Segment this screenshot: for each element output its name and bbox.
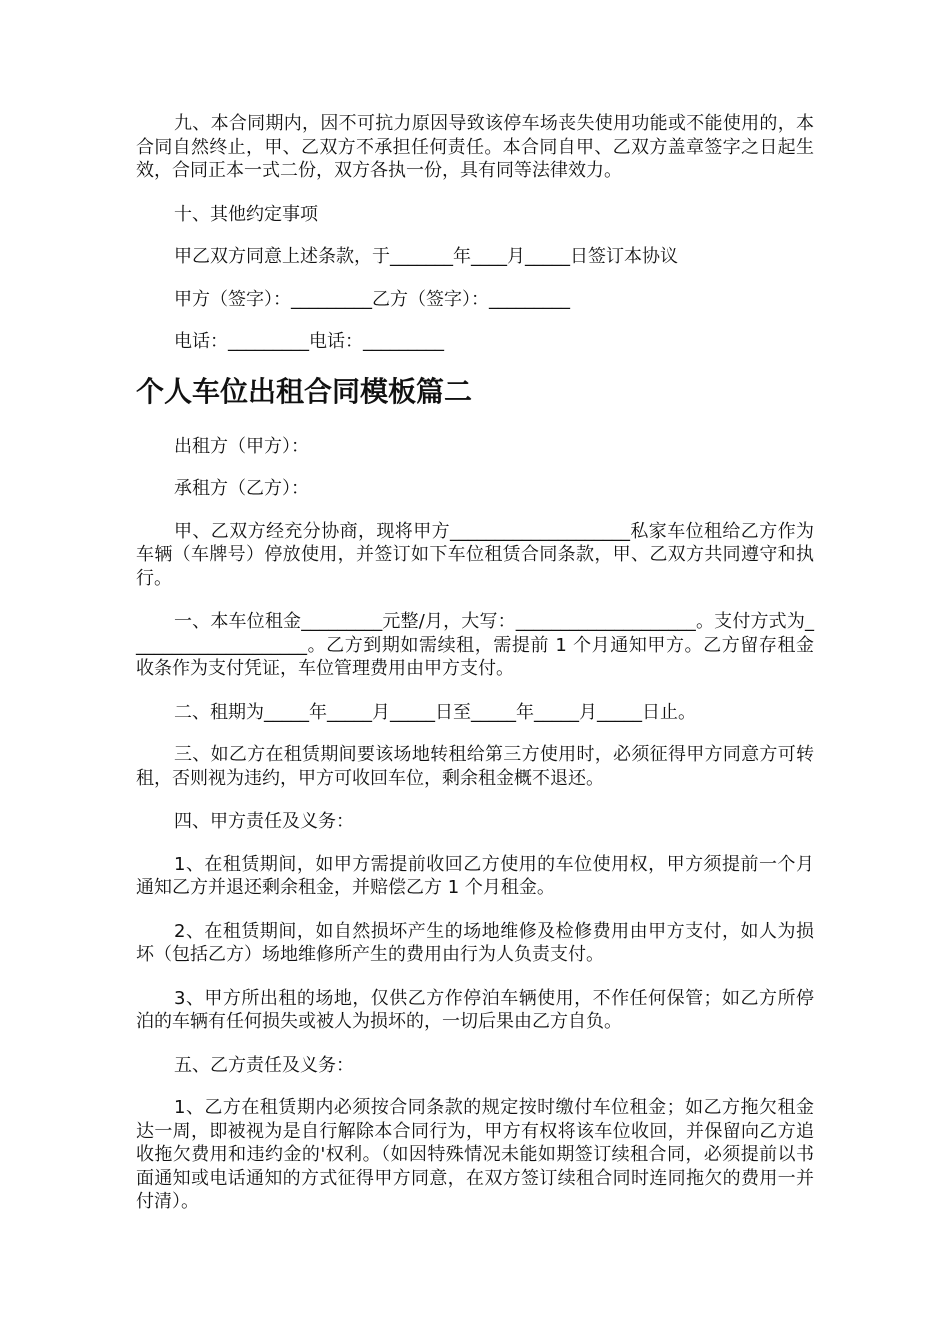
- clause-four-item-2: 2、在租赁期间，如自然损坏产生的场地维修及检修费用由甲方支付，如人为损坏（包括乙方）场地维修所产生的费用由行为人负责支付。: [136, 920, 814, 965]
- section-title: 个人车位出租合同模板篇二: [136, 374, 473, 408]
- preamble-paragraph: 甲、乙双方经充分协商，现将甲方____________________私家车位租给乙方作为车辆（车牌号）停放使用，并签订如下车位租赁合同条款，甲、乙双方共同遵守和执行。: [136, 520, 814, 589]
- lessor-line: 出租方（甲方）：: [174, 435, 309, 457]
- signing-date-line: 甲乙双方同意上述条款，于_______年____月_____日签订本协议: [174, 246, 678, 267]
- clause-nine: 九、本合同期内，因不可抗力原因导致该停车场丧失使用功能或不能使用的，本合同自然终止，甲、乙双方不承担任何责任。本合同自甲、乙双方盖章签字之日起生效，合同正本一式二份，双方各执一份，具有同等法律效力。: [136, 113, 814, 181]
- clause-four-heading: 四、甲方责任及义务：: [174, 811, 354, 832]
- clause-one-rent: 一、本车位租金_________元整/月，大写：____________________。支付方式为____________________。乙方到期如需续租，需提前 1 个月通知甲方。乙方留存租金收条作为支付凭证，车位管理费用由甲方支付。: [136, 611, 814, 679]
- signature-line: 甲方（签字）：_________乙方（签字）：_________: [174, 288, 570, 310]
- lessee-line: 承租方（乙方）：: [174, 478, 309, 499]
- clause-five-item-1: 1、乙方在租赁期内必须按合同条款的规定按时缴付车位租金；如乙方拖欠租金达一周，即被视为是自行解除本合同行为，甲方有权将该车位收回，并保留向乙方追收拖欠费用和违约金的'权利。（如因特殊情况未能如期签订续租合同，必须提前以书面通知或电话通知的方式征得甲方同意，在双方签订续租合同时连同拖欠的费用一并付清）。: [136, 1097, 814, 1212]
- phone-line: 电话：_________电话：_________: [174, 331, 444, 352]
- clause-three-sublet: 三、如乙方在租赁期间要该场地转租给第三方使用时，必须征得甲方同意方可转租，否则视为违约，甲方可收回车位，剩余租金概不退还。: [136, 744, 814, 789]
- clause-four-item-1: 1、在租赁期间，如甲方需提前收回乙方使用的车位使用权，甲方须提前一个月通知乙方并退还剩余租金，并赔偿乙方 1 个月租金。: [136, 853, 814, 898]
- clause-two-term: 二、租期为_____年_____月_____日至_____年_____月_____日止。: [174, 701, 696, 723]
- document-body: [136, 112, 814, 1234]
- clause-five-heading: 五、乙方责任及义务：: [174, 1054, 354, 1076]
- clause-ten: 十、其他约定事项: [174, 203, 318, 225]
- clause-four-item-3: 3、甲方所出租的场地，仅供乙方作停泊车辆使用，不作任何保管；如乙方所停泊的车辆有任何损失或被人为损坏的，一切后果由乙方自负。: [136, 987, 814, 1032]
